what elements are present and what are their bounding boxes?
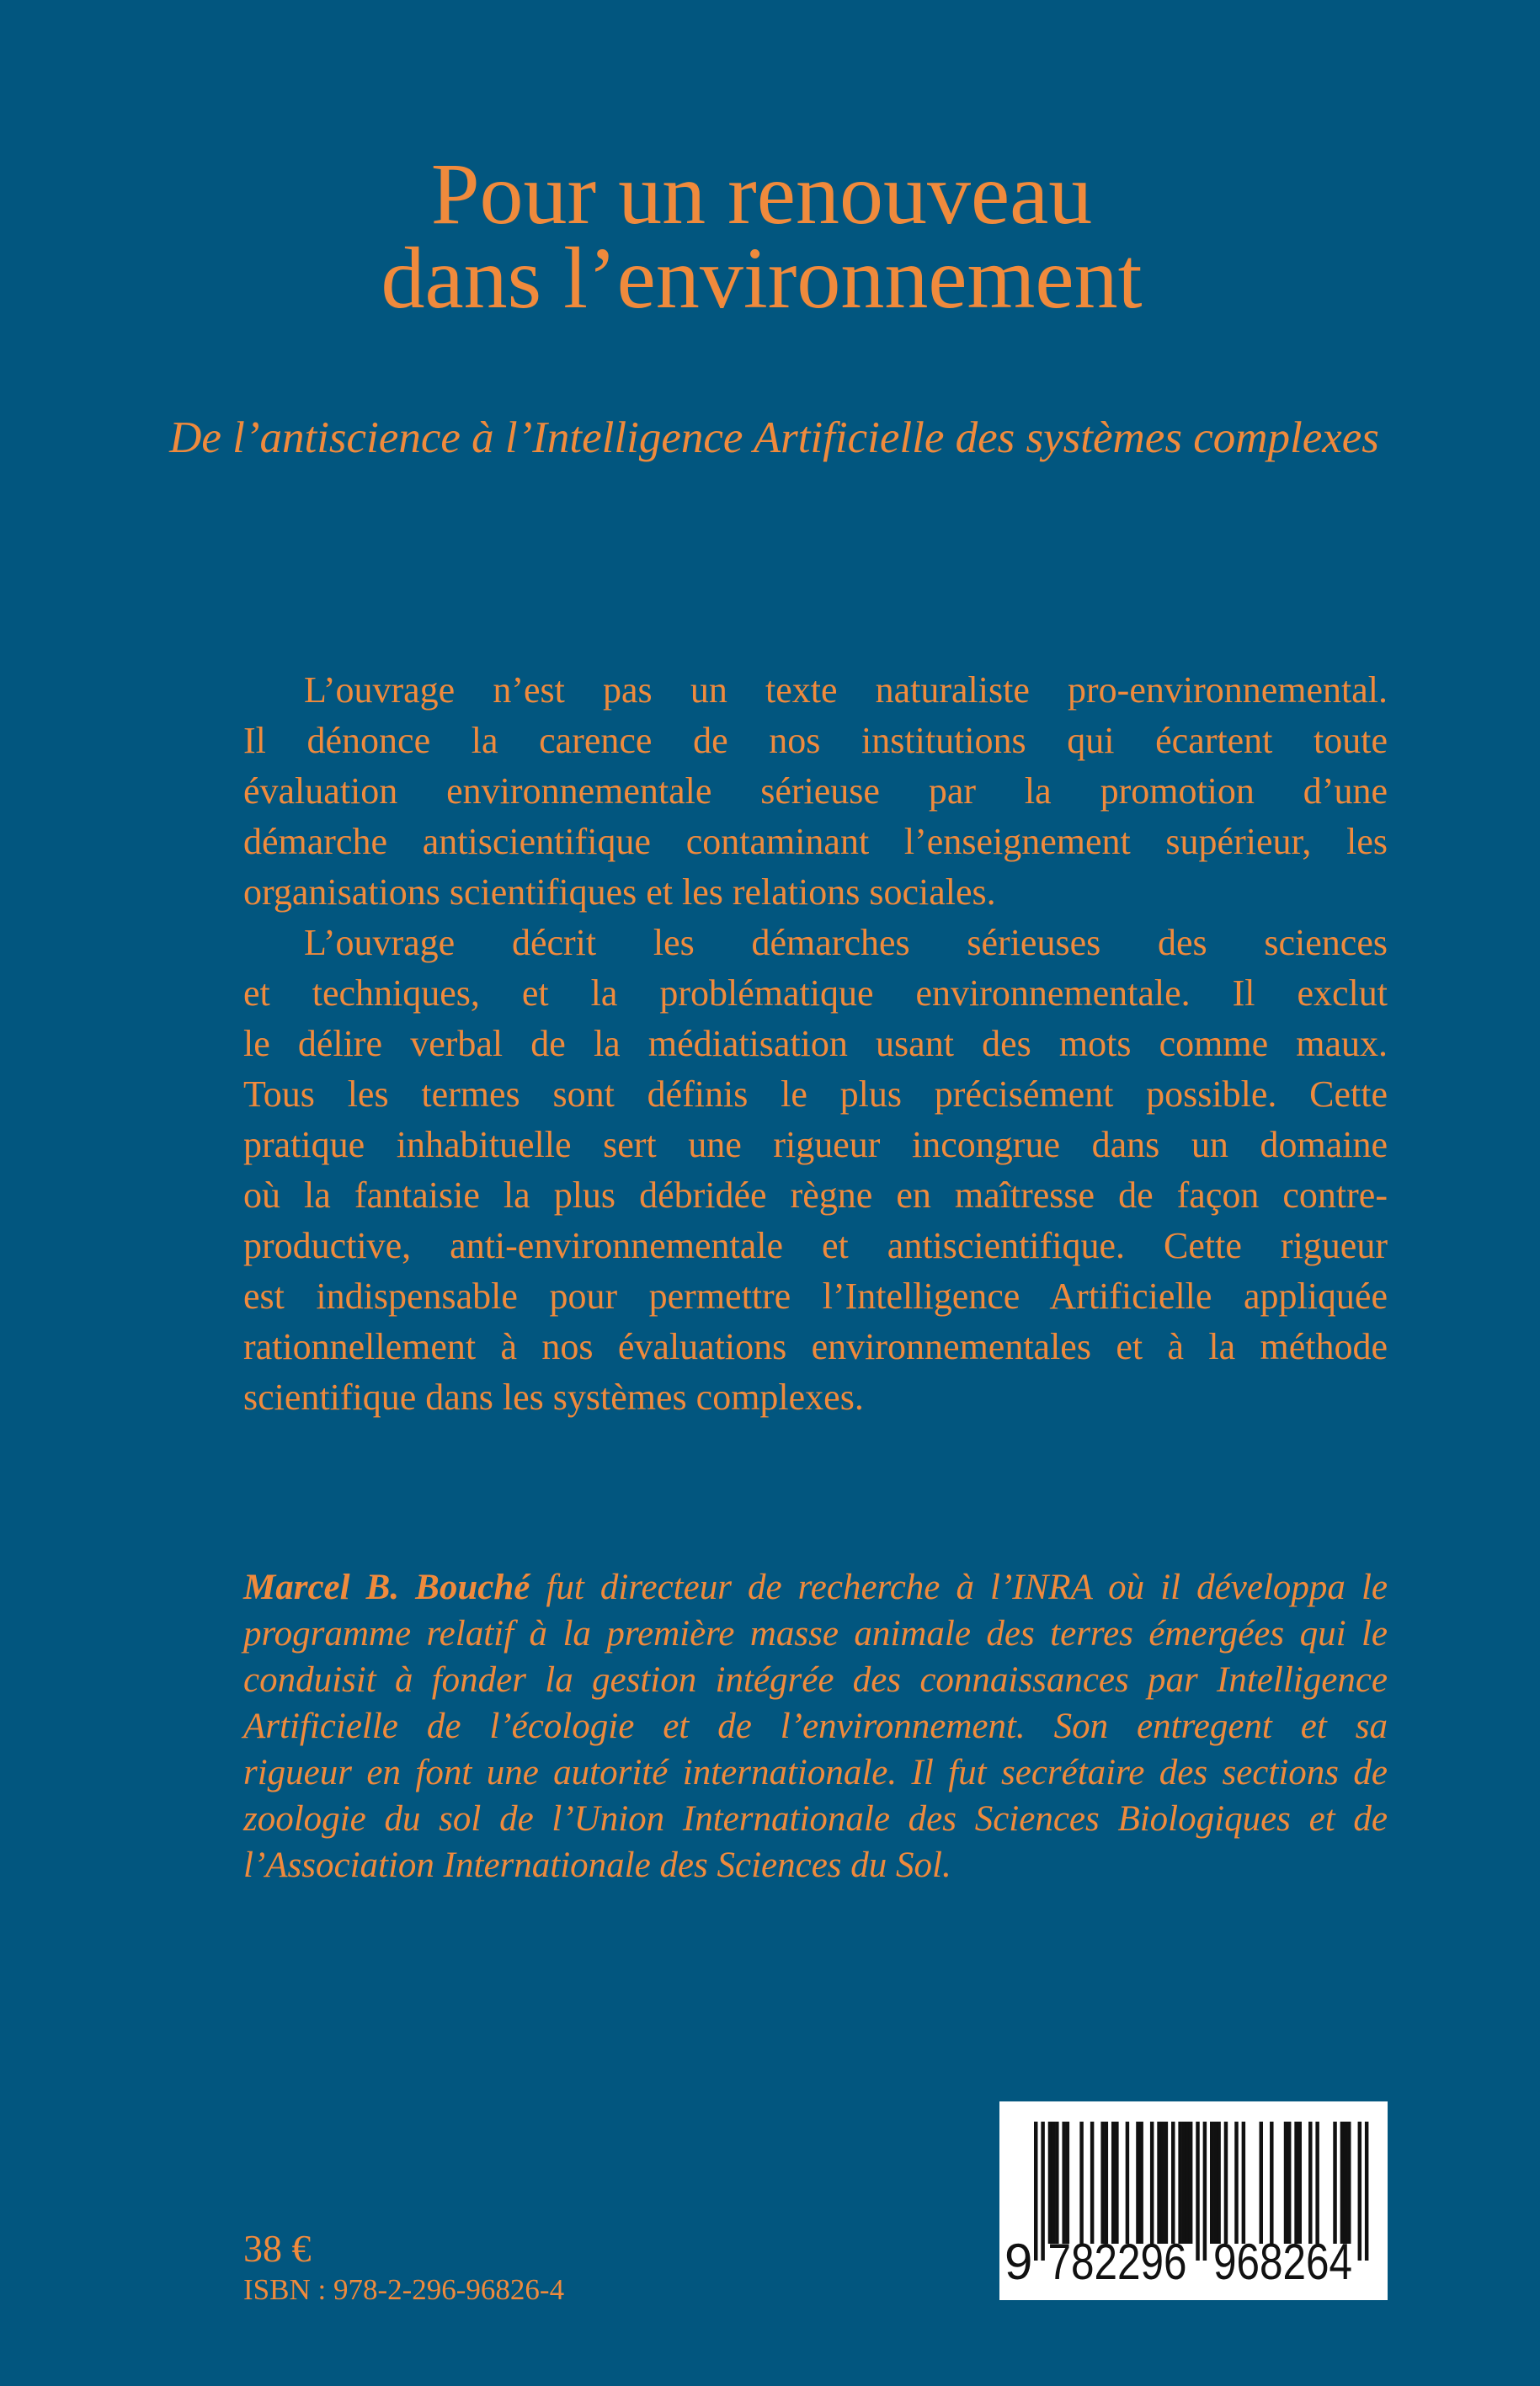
bio-line: programme relatif à la première masse animale des terres émergées qui le bbox=[243, 1614, 1388, 1654]
summary-line: et techniques, et la problématique environnementale. Il exclut bbox=[243, 972, 1388, 1014]
barcode-bar bbox=[1284, 2122, 1287, 2244]
price: 38 € bbox=[243, 2227, 312, 2270]
barcode-bar bbox=[1100, 2122, 1104, 2244]
barcode-bar bbox=[1333, 2122, 1336, 2244]
barcode-digits: 782296 bbox=[1047, 2234, 1187, 2290]
barcode-bar bbox=[1115, 2122, 1118, 2244]
summary-line: rationnellement à nos évaluations environnementales et à la méthode bbox=[243, 1326, 1388, 1367]
isbn: ISBN : 978-2-296-96826-4 bbox=[243, 2273, 565, 2306]
barcode-digits: 968264 bbox=[1213, 2234, 1352, 2290]
barcode-bar bbox=[1157, 2122, 1160, 2244]
barcode-bar bbox=[1308, 2122, 1312, 2244]
barcode-bar bbox=[1062, 2122, 1065, 2244]
barcode-bar bbox=[1048, 2122, 1052, 2244]
barcode-bar bbox=[1034, 2122, 1037, 2261]
barcode-bar bbox=[1055, 2122, 1058, 2244]
summary-line: Tous les termes sont définis le plus précisément possible. Cette bbox=[243, 1073, 1388, 1115]
isbn-barcode bbox=[999, 2101, 1388, 2300]
summary-line: scientifique dans les systèmes complexes. bbox=[243, 1377, 864, 1418]
barcode-bar bbox=[1164, 2122, 1168, 2244]
author-name: Marcel B. Bouché bbox=[243, 1568, 530, 1607]
barcode-bar bbox=[1160, 2122, 1164, 2244]
barcode-bar bbox=[1294, 2122, 1298, 2244]
barcode-digits: 9 bbox=[1004, 2234, 1033, 2290]
barcode-bar bbox=[1079, 2122, 1083, 2244]
summary-line: où la fantaisie la plus débridée règne en maîtresse de façon contre- bbox=[243, 1174, 1388, 1216]
summary-line: le délire verbal de la médiatisation usant des mots comme maux. bbox=[243, 1023, 1388, 1064]
summary-line: productive, anti-environnementale et antiscientifique. Cette rigueur bbox=[243, 1225, 1388, 1266]
barcode-bar bbox=[1052, 2122, 1055, 2244]
barcode-graphic bbox=[999, 2101, 1388, 2300]
barcode-bar bbox=[1066, 2122, 1069, 2244]
summary-line: L’ouvrage n’est pas un texte naturaliste pro-environnemental. bbox=[304, 669, 1388, 711]
barcode-bar bbox=[1210, 2122, 1213, 2244]
summary-line: L’ouvrage décrit les démarches sérieuses des sciences bbox=[304, 922, 1388, 963]
summary-text bbox=[243, 665, 1388, 1423]
summary-line: démarche antiscientifique contaminant l’enseignement supérieur, les bbox=[243, 821, 1388, 862]
barcode-bar bbox=[1234, 2122, 1238, 2244]
barcode-bar bbox=[1242, 2122, 1245, 2244]
barcode-bar bbox=[1126, 2122, 1129, 2244]
barcode-bar bbox=[1347, 2122, 1351, 2244]
summary-line: pratique inhabituelle sert une rigueur incongrue dans un domaine bbox=[243, 1124, 1388, 1165]
barcode-bar bbox=[1365, 2122, 1368, 2261]
barcode-bar bbox=[1217, 2122, 1220, 2244]
bio-line: Marcel B. Bouché fut directeur de recherche à l’INRA où il développa le bbox=[243, 1568, 1388, 1607]
barcode-bar bbox=[1260, 2122, 1263, 2244]
barcode-bar bbox=[1224, 2122, 1228, 2244]
barcode-bar bbox=[1315, 2122, 1319, 2244]
summary-line: évaluation environnementale sérieuse par la promotion d’une bbox=[243, 770, 1388, 812]
barcode-bar bbox=[1186, 2122, 1189, 2244]
barcode-bar bbox=[1298, 2122, 1302, 2244]
barcode-bar bbox=[1150, 2122, 1154, 2244]
barcode-bar bbox=[1340, 2122, 1344, 2244]
barcode-bar bbox=[1196, 2122, 1199, 2261]
barcode-bar bbox=[1189, 2122, 1192, 2244]
book-subtitle: De l’antiscience à l’Intelligence Artificielle des systèmes complexes bbox=[169, 413, 1379, 462]
bio-line: l’Association Internationale des Sciences du Sol. bbox=[243, 1845, 951, 1885]
summary-line: organisations scientifiques et les relations sociales. bbox=[243, 871, 996, 913]
bio-line: conduisit à fonder la gestion intégrée des connaissances par Intelligence bbox=[243, 1660, 1388, 1700]
barcode-bar bbox=[1182, 2122, 1186, 2244]
barcode-bar bbox=[1136, 2122, 1139, 2244]
book-title-line-2: dans l’environnement bbox=[381, 230, 1143, 327]
barcode-bar bbox=[1213, 2122, 1217, 2244]
author-bio bbox=[243, 1564, 1388, 1888]
barcode-bar bbox=[1178, 2122, 1181, 2244]
book-title-line-1: Pour un renouveau bbox=[430, 146, 1093, 242]
summary-line: est indispensable pour permettre l’Intelligence Artificielle appliquée bbox=[243, 1276, 1388, 1317]
summary-line: Il dénonce la carence de nos institutions qui écartent toute bbox=[243, 720, 1388, 761]
barcode-bar bbox=[1287, 2122, 1291, 2244]
barcode-bar bbox=[1041, 2122, 1044, 2261]
barcode-bar bbox=[1090, 2122, 1094, 2244]
barcode-bar bbox=[1344, 2122, 1347, 2244]
barcode-bar bbox=[1139, 2122, 1143, 2244]
barcode-bar bbox=[1270, 2122, 1273, 2244]
barcode-bar bbox=[1203, 2122, 1207, 2261]
bio-line: zoologie du sol de l’Union Internationale des Sciences Biologiques et de bbox=[243, 1799, 1388, 1839]
bio-line: Artificielle de l’écologie et de l’environnement. Son entregent et sa bbox=[243, 1707, 1388, 1746]
barcode-bar bbox=[1105, 2122, 1108, 2244]
barcode-bar bbox=[1358, 2122, 1361, 2261]
bio-line: rigueur en font une autorité internationale. Il fut secrétaire des sections de bbox=[243, 1753, 1388, 1792]
barcode-bar bbox=[1171, 2122, 1175, 2244]
barcode-bar bbox=[1111, 2122, 1115, 2244]
